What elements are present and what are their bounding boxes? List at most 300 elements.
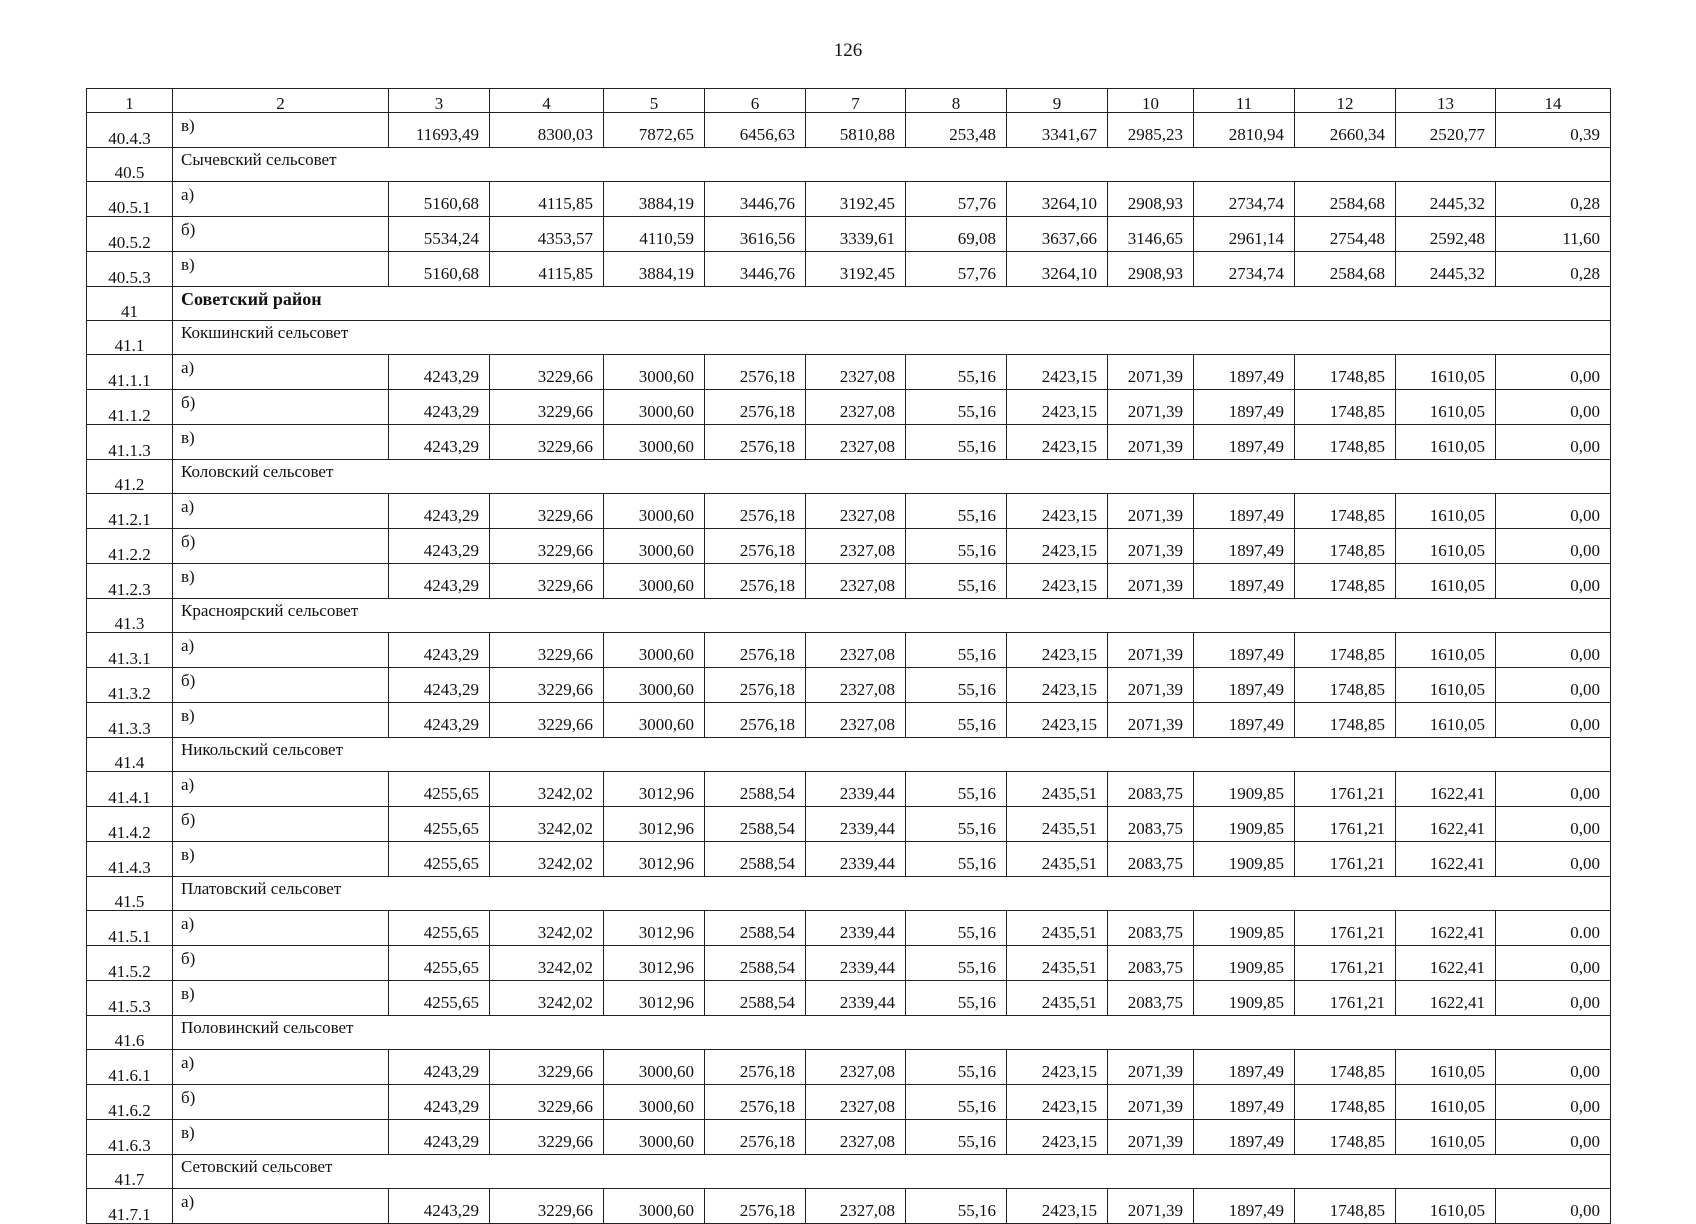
table-row: [87, 1189, 1611, 1224]
row-code: 41.6.1: [87, 1050, 173, 1085]
table-row: [87, 564, 1611, 599]
value-cell: 55,16: [906, 772, 1007, 807]
row-code: 41.2.1: [87, 494, 173, 529]
value-cell: 0.00: [1496, 911, 1611, 946]
row-code: 41.4.3: [87, 842, 173, 877]
value-cell: 3012,96: [604, 911, 705, 946]
value-cell: 2660,34: [1295, 113, 1396, 148]
value-cell: 1897,49: [1194, 564, 1295, 599]
value-cell: 4243,29: [389, 633, 490, 668]
row-variant: а): [173, 182, 389, 217]
value-cell: 55,16: [906, 1085, 1007, 1120]
value-cell: 55,16: [906, 425, 1007, 460]
table-row: [87, 807, 1611, 842]
row-code: 41.5.3: [87, 981, 173, 1016]
value-cell: 2908,93: [1108, 252, 1194, 287]
value-cell: 4243,29: [389, 668, 490, 703]
value-cell: 0,00: [1496, 1050, 1611, 1085]
value-cell: 2327,08: [806, 425, 906, 460]
value-cell: 3446,76: [705, 252, 806, 287]
value-cell: 55,16: [906, 703, 1007, 738]
section-row: [87, 877, 1611, 911]
value-cell: 2083,75: [1108, 842, 1194, 877]
row-code: 41.2.2: [87, 529, 173, 564]
table-row: [87, 1120, 1611, 1155]
value-cell: 2339,44: [806, 946, 906, 981]
value-cell: 1909,85: [1194, 772, 1295, 807]
table-row: [87, 182, 1611, 217]
value-cell: 2435,51: [1007, 842, 1108, 877]
value-cell: 3146,65: [1108, 217, 1194, 252]
value-cell: 2339,44: [806, 911, 906, 946]
row-variant: в): [173, 113, 389, 148]
value-cell: 4243,29: [389, 494, 490, 529]
value-cell: 2588,54: [705, 842, 806, 877]
table-row: [87, 355, 1611, 390]
value-cell: 55,16: [906, 529, 1007, 564]
row-code: 41.3.1: [87, 633, 173, 668]
value-cell: 2435,51: [1007, 981, 1108, 1016]
value-cell: 55,16: [906, 842, 1007, 877]
value-cell: 4243,29: [389, 355, 490, 390]
value-cell: 2327,08: [806, 1120, 906, 1155]
value-cell: 1748,85: [1295, 564, 1396, 599]
value-cell: 0,00: [1496, 807, 1611, 842]
value-cell: 1748,85: [1295, 668, 1396, 703]
table-row: [87, 911, 1611, 946]
value-cell: 4243,29: [389, 1189, 490, 1224]
value-cell: 1622,41: [1396, 772, 1496, 807]
district-name: Советский район: [173, 287, 1611, 321]
value-cell: 1622,41: [1396, 807, 1496, 842]
value-cell: 1610,05: [1396, 355, 1496, 390]
row-variant: в): [173, 1120, 389, 1155]
value-cell: 2908,93: [1108, 182, 1194, 217]
value-cell: 0,28: [1496, 252, 1611, 287]
value-cell: 3229,66: [490, 390, 604, 425]
value-cell: 1909,85: [1194, 946, 1295, 981]
value-cell: 3000,60: [604, 425, 705, 460]
row-variant: б): [173, 668, 389, 703]
value-cell: 1748,85: [1295, 425, 1396, 460]
value-cell: 3000,60: [604, 1120, 705, 1155]
section-row: [87, 738, 1611, 772]
value-cell: 2423,15: [1007, 668, 1108, 703]
table-row: [87, 633, 1611, 668]
value-cell: 0,00: [1496, 842, 1611, 877]
value-cell: 3000,60: [604, 668, 705, 703]
value-cell: 2520,77: [1396, 113, 1496, 148]
value-cell: 4243,29: [389, 390, 490, 425]
value-cell: 1897,49: [1194, 390, 1295, 425]
value-cell: 1610,05: [1396, 529, 1496, 564]
value-cell: 2071,39: [1108, 1120, 1194, 1155]
value-cell: 4255,65: [389, 807, 490, 842]
value-cell: 4255,65: [389, 946, 490, 981]
table-row: [87, 842, 1611, 877]
value-cell: 0,00: [1496, 946, 1611, 981]
row-variant: а): [173, 1189, 389, 1224]
row-code: 41.5.2: [87, 946, 173, 981]
value-cell: 1610,05: [1396, 425, 1496, 460]
value-cell: 2071,39: [1108, 355, 1194, 390]
table-body: [87, 89, 1611, 1224]
column-number: 5: [604, 89, 705, 113]
value-cell: 2423,15: [1007, 703, 1108, 738]
value-cell: 5160,68: [389, 252, 490, 287]
value-cell: 1610,05: [1396, 1120, 1496, 1155]
row-code: 41.6: [87, 1016, 173, 1050]
value-cell: 4255,65: [389, 842, 490, 877]
row-code: 41.5: [87, 877, 173, 911]
value-cell: 1748,85: [1295, 1050, 1396, 1085]
table-row: [87, 981, 1611, 1016]
value-cell: 1897,49: [1194, 703, 1295, 738]
value-cell: 3339,61: [806, 217, 906, 252]
value-cell: 1748,85: [1295, 633, 1396, 668]
column-number: 1: [87, 89, 173, 113]
value-cell: 1761,21: [1295, 946, 1396, 981]
table-row: [87, 1085, 1611, 1120]
row-code: 41.6.2: [87, 1085, 173, 1120]
value-cell: 3242,02: [490, 842, 604, 877]
value-cell: 1748,85: [1295, 1120, 1396, 1155]
value-cell: 0,00: [1496, 1189, 1611, 1224]
value-cell: 0,00: [1496, 772, 1611, 807]
value-cell: 2584,68: [1295, 252, 1396, 287]
value-cell: 3000,60: [604, 529, 705, 564]
column-number: 2: [173, 89, 389, 113]
row-variant: а): [173, 494, 389, 529]
value-cell: 2985,23: [1108, 113, 1194, 148]
value-cell: 3000,60: [604, 633, 705, 668]
value-cell: 8300,03: [490, 113, 604, 148]
column-number: 13: [1396, 89, 1496, 113]
value-cell: 3229,66: [490, 668, 604, 703]
row-variant: в): [173, 252, 389, 287]
row-code: 41.3: [87, 599, 173, 633]
value-cell: 4243,29: [389, 529, 490, 564]
value-cell: 4243,29: [389, 703, 490, 738]
value-cell: 2576,18: [705, 390, 806, 425]
value-cell: 2576,18: [705, 1120, 806, 1155]
table-row: [87, 772, 1611, 807]
value-cell: 4243,29: [389, 564, 490, 599]
row-variant: б): [173, 217, 389, 252]
row-variant: а): [173, 772, 389, 807]
value-cell: 2423,15: [1007, 564, 1108, 599]
row-code: 41.4: [87, 738, 173, 772]
value-cell: 2327,08: [806, 633, 906, 668]
value-cell: 3012,96: [604, 807, 705, 842]
value-cell: 3012,96: [604, 772, 705, 807]
value-cell: 3000,60: [604, 1189, 705, 1224]
row-variant: в): [173, 564, 389, 599]
value-cell: 3000,60: [604, 564, 705, 599]
value-cell: 69,08: [906, 217, 1007, 252]
value-cell: 55,16: [906, 390, 1007, 425]
value-cell: 2339,44: [806, 981, 906, 1016]
value-cell: 2423,15: [1007, 355, 1108, 390]
value-cell: 55,16: [906, 494, 1007, 529]
row-code: 41: [87, 287, 173, 321]
table-row: [87, 703, 1611, 738]
value-cell: 1610,05: [1396, 1085, 1496, 1120]
value-cell: 2435,51: [1007, 911, 1108, 946]
row-variant: в): [173, 981, 389, 1016]
value-cell: 2754,48: [1295, 217, 1396, 252]
value-cell: 3242,02: [490, 772, 604, 807]
row-code: 41.7.1: [87, 1189, 173, 1224]
value-cell: 1761,21: [1295, 772, 1396, 807]
value-cell: 2588,54: [705, 911, 806, 946]
value-cell: 3341,67: [1007, 113, 1108, 148]
column-number: 14: [1496, 89, 1611, 113]
value-cell: 3000,60: [604, 703, 705, 738]
row-code: 41.3.3: [87, 703, 173, 738]
value-cell: 3192,45: [806, 252, 906, 287]
value-cell: 2327,08: [806, 668, 906, 703]
value-cell: 4110,59: [604, 217, 705, 252]
value-cell: 3264,10: [1007, 252, 1108, 287]
value-cell: 4243,29: [389, 1085, 490, 1120]
value-cell: 55,16: [906, 355, 1007, 390]
value-cell: 2083,75: [1108, 946, 1194, 981]
value-cell: 1622,41: [1396, 946, 1496, 981]
value-cell: 3229,66: [490, 703, 604, 738]
value-cell: 2576,18: [705, 1085, 806, 1120]
value-cell: 1761,21: [1295, 807, 1396, 842]
value-cell: 2576,18: [705, 703, 806, 738]
column-number: 11: [1194, 89, 1295, 113]
row-code: 41.1.1: [87, 355, 173, 390]
value-cell: 2339,44: [806, 772, 906, 807]
value-cell: 3229,66: [490, 1085, 604, 1120]
value-cell: 1622,41: [1396, 842, 1496, 877]
row-variant: б): [173, 529, 389, 564]
value-cell: 4243,29: [389, 1050, 490, 1085]
value-cell: 2576,18: [705, 633, 806, 668]
value-cell: 1897,49: [1194, 529, 1295, 564]
value-cell: 2327,08: [806, 355, 906, 390]
section-name: Красноярский сельсовет: [173, 599, 1611, 633]
row-code: 41.4.1: [87, 772, 173, 807]
section-row: [87, 1155, 1611, 1189]
value-cell: 57,76: [906, 252, 1007, 287]
value-cell: 4255,65: [389, 911, 490, 946]
value-cell: 3000,60: [604, 390, 705, 425]
column-number: 6: [705, 89, 806, 113]
column-number-row: [87, 89, 1611, 113]
section-row: [87, 460, 1611, 494]
value-cell: 2423,15: [1007, 529, 1108, 564]
page-number: 126: [833, 40, 863, 61]
value-cell: 0,39: [1496, 113, 1611, 148]
section-row: [87, 321, 1611, 355]
value-cell: 3229,66: [490, 494, 604, 529]
value-cell: 55,16: [906, 807, 1007, 842]
row-variant: б): [173, 390, 389, 425]
value-cell: 2327,08: [806, 494, 906, 529]
value-cell: 2423,15: [1007, 1050, 1108, 1085]
value-cell: 55,16: [906, 911, 1007, 946]
value-cell: 3884,19: [604, 182, 705, 217]
value-cell: 1748,85: [1295, 1085, 1396, 1120]
value-cell: 1610,05: [1396, 390, 1496, 425]
column-number: 3: [389, 89, 490, 113]
value-cell: 1610,05: [1396, 1189, 1496, 1224]
value-cell: 3229,66: [490, 1189, 604, 1224]
value-cell: 2327,08: [806, 390, 906, 425]
value-cell: 1610,05: [1396, 703, 1496, 738]
value-cell: 4243,29: [389, 425, 490, 460]
value-cell: 3000,60: [604, 355, 705, 390]
value-cell: 4353,57: [490, 217, 604, 252]
value-cell: 55,16: [906, 946, 1007, 981]
value-cell: 3446,76: [705, 182, 806, 217]
value-cell: 4255,65: [389, 981, 490, 1016]
value-cell: 55,16: [906, 1120, 1007, 1155]
district-row: [87, 287, 1611, 321]
column-number: 10: [1108, 89, 1194, 113]
column-number: 12: [1295, 89, 1396, 113]
value-cell: 2327,08: [806, 1085, 906, 1120]
section-name: Сычевский сельсовет: [173, 148, 1611, 182]
value-cell: 55,16: [906, 1189, 1007, 1224]
value-cell: 3242,02: [490, 911, 604, 946]
value-cell: 1748,85: [1295, 390, 1396, 425]
section-row: [87, 599, 1611, 633]
value-cell: 5160,68: [389, 182, 490, 217]
row-code: 41.2.3: [87, 564, 173, 599]
value-cell: 7872,65: [604, 113, 705, 148]
value-cell: 0,00: [1496, 529, 1611, 564]
value-cell: 3012,96: [604, 946, 705, 981]
value-cell: 55,16: [906, 981, 1007, 1016]
value-cell: 2445,32: [1396, 252, 1496, 287]
table-row: [87, 668, 1611, 703]
value-cell: 1748,85: [1295, 494, 1396, 529]
value-cell: 55,16: [906, 633, 1007, 668]
value-cell: 0,00: [1496, 390, 1611, 425]
section-name: Никольский сельсовет: [173, 738, 1611, 772]
value-cell: 2584,68: [1295, 182, 1396, 217]
value-cell: 2071,39: [1108, 1050, 1194, 1085]
value-cell: 1897,49: [1194, 1120, 1295, 1155]
column-number: 8: [906, 89, 1007, 113]
value-cell: 1897,49: [1194, 1085, 1295, 1120]
value-cell: 253,48: [906, 113, 1007, 148]
row-code: 40.5: [87, 148, 173, 182]
value-cell: 2327,08: [806, 703, 906, 738]
value-cell: 1610,05: [1396, 668, 1496, 703]
value-cell: 0,28: [1496, 182, 1611, 217]
row-variant: б): [173, 807, 389, 842]
value-cell: 2588,54: [705, 807, 806, 842]
value-cell: 2339,44: [806, 807, 906, 842]
row-code: 41.4.2: [87, 807, 173, 842]
value-cell: 2071,39: [1108, 633, 1194, 668]
row-variant: а): [173, 355, 389, 390]
value-cell: 2071,39: [1108, 564, 1194, 599]
value-cell: 1748,85: [1295, 703, 1396, 738]
value-cell: 3884,19: [604, 252, 705, 287]
value-cell: 5534,24: [389, 217, 490, 252]
value-cell: 3000,60: [604, 1085, 705, 1120]
row-code: 41.7: [87, 1155, 173, 1189]
value-cell: 2576,18: [705, 668, 806, 703]
row-code: 41.1: [87, 321, 173, 355]
table-row: [87, 1050, 1611, 1085]
value-cell: 1897,49: [1194, 633, 1295, 668]
table-row: [87, 946, 1611, 981]
value-cell: 1897,49: [1194, 1189, 1295, 1224]
value-cell: 55,16: [906, 1050, 1007, 1085]
value-cell: 2071,39: [1108, 425, 1194, 460]
section-name: Кокшинский сельсовет: [173, 321, 1611, 355]
value-cell: 5810,88: [806, 113, 906, 148]
row-code: 40.4.3: [87, 113, 173, 148]
value-cell: 2423,15: [1007, 1085, 1108, 1120]
value-cell: 1897,49: [1194, 1050, 1295, 1085]
value-cell: 2435,51: [1007, 807, 1108, 842]
table-row: [87, 529, 1611, 564]
row-code: 41.3.2: [87, 668, 173, 703]
value-cell: 3242,02: [490, 807, 604, 842]
value-cell: 1909,85: [1194, 842, 1295, 877]
row-variant: в): [173, 425, 389, 460]
column-number: 7: [806, 89, 906, 113]
value-cell: 1610,05: [1396, 1050, 1496, 1085]
row-code: 41.1.2: [87, 390, 173, 425]
value-cell: 4115,85: [490, 182, 604, 217]
value-cell: 3616,56: [705, 217, 806, 252]
value-cell: 3229,66: [490, 564, 604, 599]
value-cell: 2734,74: [1194, 252, 1295, 287]
section-name: Половинский сельсовет: [173, 1016, 1611, 1050]
value-cell: 1909,85: [1194, 911, 1295, 946]
value-cell: 1897,49: [1194, 494, 1295, 529]
value-cell: 2734,74: [1194, 182, 1295, 217]
value-cell: 3229,66: [490, 1120, 604, 1155]
value-cell: 4115,85: [490, 252, 604, 287]
value-cell: 2423,15: [1007, 1120, 1108, 1155]
value-cell: 2576,18: [705, 1189, 806, 1224]
value-cell: 0,00: [1496, 425, 1611, 460]
value-cell: 2423,15: [1007, 1189, 1108, 1224]
value-cell: 3242,02: [490, 981, 604, 1016]
value-cell: 1897,49: [1194, 425, 1295, 460]
value-cell: 3229,66: [490, 425, 604, 460]
value-cell: 1748,85: [1295, 529, 1396, 564]
value-cell: 1761,21: [1295, 911, 1396, 946]
value-cell: 2576,18: [705, 425, 806, 460]
value-cell: 2083,75: [1108, 807, 1194, 842]
value-cell: 3000,60: [604, 494, 705, 529]
value-cell: 1610,05: [1396, 564, 1496, 599]
value-cell: 55,16: [906, 668, 1007, 703]
value-cell: 2339,44: [806, 842, 906, 877]
value-cell: 1748,85: [1295, 355, 1396, 390]
table-row: [87, 252, 1611, 287]
value-cell: 4255,65: [389, 772, 490, 807]
value-cell: 3012,96: [604, 981, 705, 1016]
value-cell: 1897,49: [1194, 355, 1295, 390]
section-row: [87, 1016, 1611, 1050]
row-variant: в): [173, 703, 389, 738]
value-cell: 6456,63: [705, 113, 806, 148]
value-cell: 2327,08: [806, 1050, 906, 1085]
